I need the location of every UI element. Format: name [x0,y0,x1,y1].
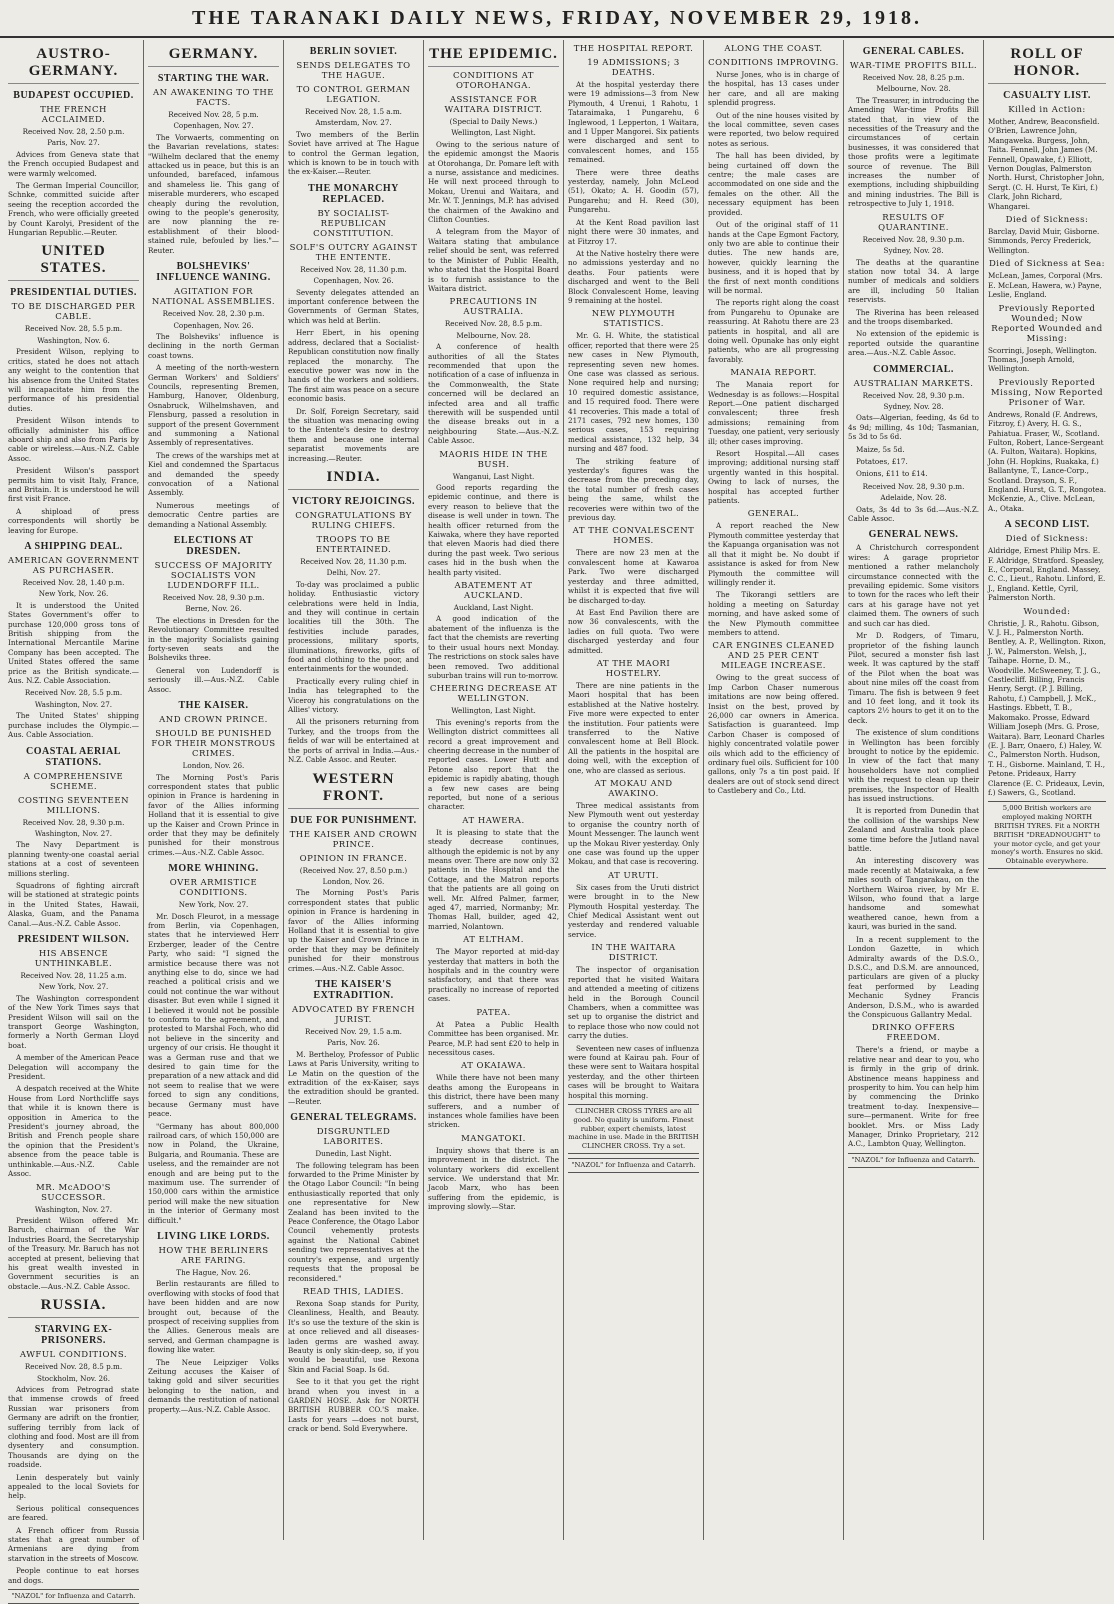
received-line: Received Nov. 28, 5 p.m. [168,110,259,119]
subhead: A SECOND LIST. [1004,519,1090,531]
subhead: TO BE DISCHARGED PER CABLE. [11,302,136,323]
subhead: ALONG THE COAST. [724,44,823,54]
paragraph: Dr. Solf, Foreign Secretary, said the situation was menacing owing to the Entente's desire to destroy them and because one internal separatist movements are increasing.—Reuter. [288,406,419,463]
subhead: AMERICAN GOVERNMENT AS PURCHASER. [8,556,139,576]
paragraph: President Wilson's passport permits him to visit Italy, France, and Britain. It is understood he will first visit France. [8,466,139,504]
subhead: CHEERING DECREASE AT WELLINGTON. [429,684,558,705]
paragraph: Resort Hospital.—All cases improving; additional nursing staff urgently wanted in this hospital. Owing to lack of nurses, the hospital has accepted further patients. [708,449,839,506]
received-line: Received Nov. 28, 5.5 p.m. [24,688,123,698]
headline-austro-germany: AUSTRO-GERMANY. [8,46,139,84]
received-line: Received Nov. 28, 11.30 p.m. [300,556,407,566]
subhead: ABATEMENT AT AUCKLAND. [454,581,533,602]
dateline: Melbourne, Nov. 28. [876,84,951,94]
columns [4,40,1110,1601]
subhead: GENERAL. [747,509,800,520]
paragraph: Six cases from the Uruti district were brought in to the New Plymouth Hospital yesterday. The Chief Medical Assistant went out yesterday and rendered valuable service. [568,882,699,939]
special-line: (Special to Daily News.) [449,117,538,126]
subhead: THE FRENCH ACCLAIMED. [40,105,107,125]
name-list: Barclay, David Muir, Gisborne. Simmonds, Percy Frederick, Wellington. [988,227,1100,255]
paragraph: A good indication of the abatement of the influenza is the fact that the chemists are reverting to their usual hours next Monday. The restrictions on stock sales have been removed. Two additional suburban trains will run to-morrow. [428,614,559,680]
subhead: SUCCESS OF MAJORITY SOCIALISTS VON LUDENDORFF ILL. [154,561,273,592]
paragraph: The reports right along the coast from Pungarehu to Opunake are reassuring. At Rahotu there are 23 patients in hospital, and all are doing well. Opunake has only eight patients, who are all progressing favorably. [708,298,839,364]
received-line: Received Nov. 28, 9.30 p.m. [862,390,965,400]
subhead: AGITATION FOR NATIONAL ASSEMBLIES. [151,287,276,308]
subhead: THE KAISER'S EXTRADITION. [313,978,394,1001]
subhead: MANGATOKI. [461,1133,526,1144]
paragraph: The Treasurer, in introducing the Amending War-time Profits Bill stated that, in view of the necessities of the Treasury and the circumstances of certain businesses, it was considered that those profits were a legitimate source of revenue. The Bill increases the number of exemptions, including shipbuilding and mining industries. The Bill is retrospective to July 1, 1918. [848,95,979,209]
dateline: Sydney, Nov. 28. [883,401,944,411]
dateline: Copenhagen, Nov. 27. [173,121,254,131]
subhead: Previously Reported Wounded; Now Reported Wounded and Missing: [991,303,1103,344]
received-line: (Received Nov. 27, 8.50 p.m.) [299,865,408,875]
subhead: COASTAL AERIAL STATIONS. [26,745,121,768]
column-4 [424,40,564,1540]
paragraph: The Neue Leipziger Volks Zeitung accuses the Kaiser of taking gold and silver securities belonging to the nation, and demands the restitution of national property.—Aus.-N.Z. Cable Assoc. [148,1357,279,1414]
received-line: Received Nov. 28, 1.5 a.m. [305,107,402,116]
paragraph: A French officer from Russia states that a great number of Armenians are dying from starvation in the streets of Moscow. [8,1525,139,1563]
dateline: Dunedin, Last Night. [315,1149,392,1159]
paragraph: Oats—Algerian, feeding, 4s 6d to 4s 9d; milling, 4s 10d; Tasmanian, 5s 3d to 5s 6d. [848,413,979,442]
paragraph: Owing to the great success of Imp Carbon Chaser numerous imitations are now being offered. Insist on the best, proved by 26,000 car owners in America. Satisfaction is guaranteed. Imp Carbon Chaser is composed of highly concentrated volatile power oils which add to the efficiency of ordinary fuel oils. Sufficient for 100 gallons, only 7s a tin post paid. If dealers are out of stock send direct to Castlebery and Co., Ltd. [708,673,839,796]
received-line: Received Nov. 28, 9.30 p.m. [862,481,965,491]
paragraph: The striking feature of yesterday's figures was the decrease from the preceding day, the total number of fresh cases being the same, whilst the recoveries were within two of the previous day. [568,456,699,523]
headline-india: INDIA. [288,469,419,490]
paragraph: Mr. Dosch Fleurot, in a message from Berlin, via Copenhagen, states that he interviewed Herr Erzberger, leader of the Centre Party, who said: "I signed the armistice because there was not anything else to do, since we had reached a political crisis and we could not continue the war without disaster. But even while I signed it I believed it would not be possible to conform to the agreement, and protested to Marshal Foch, who did not believe in the sincerity and urgency of our crisis. He thought it was a German ruse and that we desired to gain time for the preparation of a new attack and did not seem to realise that we were forced to sign any conditions, because Germany must have peace. [148,911,279,1119]
dateline: Washington, Nov. 27. [34,1204,113,1214]
paragraph: Onions, £11 to £14. [856,469,928,479]
subhead: CONDITIONS IMPROVING. [708,58,839,68]
subhead: MORE WHINING. [168,863,259,875]
subhead: SOLF'S OUTCRY AGAINST THE ENTENTE. [289,242,418,263]
paragraph: While there have not been many deaths among the Europeans in this district, there have been many sufferers, and a number of instances whole families have been stricken. [428,1073,559,1130]
paragraph: Two members of the Berlin Soviet have arrived at The Hague to control the German legation, which is known to be in touch with the ex-Kaiser.—Reuter. [288,129,419,177]
paragraph: Oats, 3s 4d to 3s 6d.—Aus.-N.Z. Cable Assoc. [848,504,979,524]
subhead: ELECTIONS AT DRESDEN. [173,535,254,558]
subhead: CONDITIONS AT OTOROHANGA. [453,71,534,91]
paragraph: Maize, 5s 5d. [856,444,905,454]
masthead [0,0,1114,38]
dateline: London, Nov. 26. [182,761,245,771]
subhead: STARTING THE WAR. [157,73,270,84]
paragraph: Good reports regarding the epidemic continue, and there is every reason to believe that the disease is well under in town. The health officer returned from the Kaiwaka, where they have reported that eleven Maoris had died there during the past week. Two serious cases hid in the bush when the health party visited. [428,483,559,577]
paragraph: At the Kent Road pavilion last night there were 30 inmates, and at Fitzroy 17. [568,217,699,246]
dateline: Paris, Nov. 27. [47,138,100,148]
paragraph: Herr Ebert, in his opening address, declared that a Socialist-Republican constitution now finally replaced the monarchy. The executive power was now in the hands of the workers and soldiers. The first aim was peace on a secure economic basis. [288,328,419,404]
paragraph: No extension of the epidemic is reported outside the quarantine area.—Aus.-N.Z. Cable Assoc. [848,329,979,358]
subhead: THE HOSPITAL REPORT. [573,44,694,54]
paragraph: The Bolsheviks' influence is declining in the north German coast towns. [148,331,279,360]
paragraph: It is reported from Dunedin that the collision of the warships New Zealand and Australia took place some time before the Jutland naval battle. [848,806,979,854]
paragraph: Owing to the serious nature of the epidemic amongst the Maoris at Otorohanga, Dr. Pomare left with a nurse, assistance and medicines. He will next proceed through to Mokau, Urenui and Waitara, and Mr. W. T. Jennings, M.P. has advised the chairmen of the Awakino and Clifton Counties. [428,139,559,225]
dateline: Auckland, Last Night. [453,603,534,613]
paragraph: It is pleasing to state that the steady decrease continues, although the epidemic is not by any means over. There are now only 32 patients in the Hospital and the Cottage, and the Matron reports that the patients are all going on well. Mr. Alfred Palmer, farmer, aged 47, married, Normanby; Mr. Thomas Hall, builder, aged 42, married, Nolantown. [428,827,559,931]
paragraph: The Mayor reported at mid-day yesterday that matters in both the hospitals and in the country were satisfactory, and that there was practically no increase of reported cases. [428,947,559,1004]
paragraph: The Morning Post's Paris correspondent states that public opinion in France is hardening in favor of the Allies informing Holland that it is essential to give up the Kaiser and Crown Prince in order that they may be definitely punished for their monstrous crimes.—Aus.-N.Z. Cable Assoc. [148,772,279,857]
subhead: AN AWAKENING TO THE FACTS. [153,88,274,108]
paragraph: The United States' shipping purchase includes the Olympic.—Aus. Cable Association. [8,711,139,740]
subhead: THE KAISER. [178,700,249,712]
subhead: OPINION IN FRANCE. [299,853,408,864]
column-2 [144,40,284,1540]
paragraph: Inquiry shows that there is an improvement in the district. The voluntary workers did excellent service. We understand that Mr. Jacob Marx, who has been suffering from the epidemic, is improving slowly.—Star. [428,1145,559,1212]
paragraph: The crews of the warships met at Kiel and condemned the Spartacus and demanded the speedy convocation of a National Assembly. [148,450,279,498]
subhead: BERLIN SOVIET. [309,46,398,57]
masthead-title: THE TARANAKI DAILY NEWS, FRIDAY, NOVEMBER 29, 1918. [192,7,922,29]
paragraph: Advices from Geneva state that the French occupied Budapest and were warmly welcomed. [8,149,139,178]
paragraph: See to it that you get the right brand when you invest in a GARDEN HOSE. Ask for NORTH BRITISH RUBBER CO.'S make. Lasts for years —does not burst, crack or bend. Sold Everywhere. [288,1377,419,1434]
subhead: AT THE MAORI HOSTELRY. [596,658,671,679]
column-6 [704,40,844,1540]
dateline: Delhi, Nov. 27. [326,568,381,578]
paragraph: The following telegram has been forwarded to the Prime Minister by the Otago Labor Council: "In being enthusiastically reported that only one representative for New Zealand has been invited to the Peace Conference, the Otago Labor Council vehemently protests against the National Cabinet sending two representatives at the country's expense, and urgently requests that the proposal be reconsidered." [288,1160,419,1283]
received-line: Received Nov. 28, 2.50 p.m. [22,127,125,136]
dateline: Sydney, Nov. 28. [883,246,944,256]
subhead: MAORIS HIDE IN THE BUSH. [439,449,548,470]
subhead: AWFUL CONDITIONS. [19,1350,128,1361]
paragraph: People continue to eat horses and dogs. [8,1566,139,1585]
subhead: COMMERCIAL. [873,363,954,375]
subhead: NEW PLYMOUTH STATISTICS. [591,309,676,330]
subhead: MR. McADOO'S SUCCESSOR. [35,1182,112,1203]
advertisement: "NAZOL" for Influenza and Catarrh. [8,1589,139,1604]
subhead: COSTING SEVENTEEN MILLIONS. [17,795,130,816]
name-list: Christie, J. R., Rahotu. Gibson, V. J. H., Palmerston North. Bentley, A. P., Wellington. Rixon, J. W., Palmerston. Welsh, J., Taihape. Horne, D. M., Woodville. McSweeney, T. J. G., Castlecliff. Billing, Francis Henry, Sergt. (P. J. Billing, Rahotu, f.) Campbell, J. McK., Hastings. Ebbett, T. B., Makomako. Prosse, Edward William Joseph (Mrs. G. Prose, Waitara). Barr, Leonard Charles (E. J. Barr, Onaero, f.) Haley, W. C., Palmerston North. Hudson, T. H., Gisborne. Mainland, T. H., Petone. Prideaux, Harry Clarence (E. C. Prideaux, Levin, f.) Sawers, G., Scotland. [988,618,1106,797]
paragraph: Practically every ruling chief in India has telegraphed to the Viceroy his congratulations on the Allies' victory. [288,676,419,715]
dateline: New York, Nov. 27. [38,982,109,992]
subhead: OVER ARMISTICE CONDITIONS. [169,878,258,899]
paragraph: A meeting of the north-western German Workers' and Soldiers' Councils, representing Bremen, Hamburg, Hanover, Oldenburg, Osnabruck, Wilhelmshaven, and Flensburg, passed a resolution in support of the present Government and summoning a National Assembly of representatives. [148,363,279,448]
paragraph: A report reached the New Plymouth committee yesterday that the Kapuanga organisation was not all that it might be. No doubt if assistance is asked for from New Plymouth the committee will willingly render it. [708,521,839,587]
subhead: GENERAL TELEGRAMS. [290,1112,417,1124]
paragraph: The hall has been divided, by being curtained off down the centre; the male cases are accommodated on one side and the females on the other. All the necessary equipment has been provided. [708,151,839,217]
paragraph: "Germany has about 800,000 railroad cars, of which 150,000 are now in Poland, the Ukraine, Bulgaria, and Roumania. These are useless, and the remainder are not enough and are being put to the maximum use. The surrender of 150,000 cars within the armistice period will make the new situation in the interior of Germany most difficult." [148,1121,279,1225]
headline-the-epidemic: THE EPIDEMIC. [428,46,559,67]
advertisement: "NAZOL" for Influenza and Catarrh. [848,1153,979,1168]
subhead: IN THE WAITARA DISTRICT. [591,943,676,964]
paragraph: Advices from Petrograd state that immense crowds of freed Russian war prisoners from Germany are adrift on the frontier, suffering terribly from lack of clothing and food. Most are ill from dysentery and consumption. Thousands are dying on the roadside. [8,1384,139,1470]
paragraph: The German Imperial Councillor, Schnke, committed suicide after seeing the reception accorded the French, who were officially greeted by Count Karolyi, President of the Hungarian Republic.—Reuter. [8,181,139,238]
column-1 [4,40,144,1601]
paragraph: Squadrons of fighting aircraft will be stationed at strategic points in the United States, Hawaii, Alaska, Guam, and the Panama Canal.—Aus.-N.Z. Cable Assoc. [8,880,139,928]
paragraph: General von Ludendorff is seriously ill.—Aus.-N.Z. Cable Assoc. [148,665,279,694]
paragraph: Mr. G. H. White, the statistical officer, reported that there were 25 new cases in New Plymouth, representing seven new homes. One case was classed as serious. None required help and nursing; 10 required domestic assistance, and 15 required food. There were 41 recoveries. This made a total of 2171 cases, 792 new homes, 130 serious cases, 153 requiring medical assistance, 132 help, 34 nursing and 487 food. [568,331,699,454]
paragraph: Mr D. Rodgers, of Timaru, proprietor of the fishing launch Pilot, secured a monster fish last week. It was captured by the staff of the Pilot when the boat was about nine miles off the coast from Timaru. The fish is between 9 feet and 10 feet long, and it took its captors 2½ hours to get it on to the deck. [848,631,979,725]
paragraph: President Wilson, replying to critics, stated he does not attach any weight to the contention that his absence from the United States will incapacitate him from the performance of his presidential duties. [8,347,139,413]
dateline: London, Nov. 26. [322,876,385,886]
subhead: STARVING EX-PRISONERS. [34,1324,113,1347]
advertisement: "NAZOL" for Influenza and Catarrh. [568,1158,699,1173]
paragraph: The deaths at the quarantine station now total 34. A large number of medicals and soldiers are ill, including 50 Italian reservists. [848,257,979,305]
subhead: Killed in Action: [1008,105,1086,115]
received-line: Received Nov. 28, 9.30 p.m. [22,817,125,827]
paragraph: In a recent supplement to the London Gazette, in which Admiralty awards of the D.S.O., D.S.C., and D.S.M. are announced, particulars are given of a plucky feat performed by Leading Mechanic Sydney Francis Anderson, D.S.M., who is awarded the Conspicuous Gallantry Medal. [848,934,979,1019]
subhead: AT MOKAU AND AWAKINO. [594,779,673,799]
column-7 [844,40,984,1540]
subhead: THE KAISER AND CROWN PRINCE. [289,829,418,850]
paragraph: It is understood the United States Government's offer to purchase 120,000 gross tons of British shipping from the International Mercantile Marine Company has been accepted. The United States offered the same price as the British syndicate.—Aus. N.Z. Cable Association. [8,600,139,686]
dateline: Copenhagen, Nov. 26. [313,276,394,286]
paragraph: Out of the nine houses visited by the local committee, seven cases were reported, two below required notes as serious. [708,110,839,148]
dateline: Washington, Nov. 27. [34,828,113,838]
dateline: Melbourne, Nov. 28. [456,330,531,340]
name-list: Scorringi, Joseph, Wellington. Thomas, Joseph Arnold, Wellington. [988,345,1097,374]
subhead: 19 ADMISSIONS; 3 DEATHS. [587,58,680,78]
dateline: Paris, Nov. 26. [327,1038,380,1048]
received-line: Received Nov. 28, 8.5 p.m. [444,319,543,329]
subhead: BY SOCIALIST-REPUBLICAN CONSTITUTION. [313,208,394,239]
subhead: HIS ABSENCE UNTHINKABLE. [34,948,113,969]
dateline: Adelaide, Nov. 28. [880,493,947,503]
subhead: ADVOCATED BY FRENCH JURIST. [291,1004,416,1025]
paragraph: Rexona Soap stands for Purity, Cleanliness, Health, and Beauty. It's so use the texture of the skin is at once relieved and all diseases-laden germs are washed away. Beauty is only skin-deep, so, if you would be beautiful, use Rexona Skin and Facial Soap. Is 6d. [288,1298,419,1374]
dateline: Berne, Nov. 26. [185,604,242,614]
subhead: BOLSHEVIKS' INFLUENCE WANING. [156,261,271,284]
subhead: TROOPS TO BE ENTERTAINED. [315,534,392,555]
paragraph: A conference of health authorities of all the States recommended that upon the notification of a case of influenza in the Commonwealth, the State concerned will be declared an infected area and all traffic therewith will be suspended until the disease breaks out in a neighbouring State.—Aus.-N.Z. Cable Assoc. [428,342,559,446]
subhead: HOW THE BERLINERS ARE FARING. [158,1245,269,1266]
dateline: Wellington, Last Night. [451,706,536,716]
subhead: AT URUTI. [607,870,659,881]
paragraph: The elections in Dresden for the Revolutionary Committee resulted in the majority Socialists gaining forty-seven seats and the Bolsheviks three. [148,615,279,663]
paragraph: The Washington correspondent of the New York Times says that President Wilson will sail on the transport George Washington, formerly a North German Lloyd boat. [8,993,139,1050]
paragraph: There's a friend, or maybe a relative near and dear to you, who is firmly in the grip of drink. Abstinence means happiness and prosperity to him. You can help him by commencing the Drinko treatment to-day. Inexpensive—sure—permanent. Write for free booklet. Mrs. or Miss Lady Manager, Drinko Proprietary, 212 A.C., Lambton Quay, Wellington. [848,1045,979,1149]
dateline: New York, Nov. 27. [178,900,249,910]
subhead: WAR-TIME PROFITS BILL. [849,61,978,71]
paragraph: Nurse Jones, who is in charge of the hospital, has 13 cases under her care, and all are making splendid progress. [708,70,839,108]
paragraph: There were three deaths yesterday, namely, John McLeod (51), Okato; A. H. Goodin (57), Pungarehu; and H. Reed (30), Pungarehu. [568,167,699,215]
paragraph: The Manaia report for Wednesday is as follows:—Hospital Report.—One patient discharged convalescent; three fresh admissions; remaining from Tuesday, one patient, very seriously ill; other cases improving. [708,380,839,446]
paragraph: At the hospital yesterday there were 19 admissions—3 from New Plymouth, 4 Urenui, 1 Rahotu, 1 Tataraimaka, 1 Pungarehu, 6 Inglewood, 1 Lepperton, 1 Waitara, and 1 Upper Mangorei. Six patients were discharged and sent to convalescent homes, and 155 remained. [568,80,699,165]
paragraph: The Vorwaerts, commenting on the Bavarian revelations, states: "Wilhelm declared that the enemy attacked us in peace, but this is an unfounded, barefaced, infamous and shameless lie. This gang of miserable murderers, who escaped cheaply during the revolution, owing to the people's generosity, are now planning the re-establishment of their blood-stained rule, befouled by lies."—Reuter. [148,132,279,255]
headline-western-front: WESTERN FRONT. [288,771,419,809]
dateline: The Hague, Nov. 26. [176,1267,251,1277]
subhead: CONGRATULATIONS BY RULING CHIEFS. [295,510,412,531]
paragraph: A telegram from the Mayor of Waitara stating that ambulance relief should be sent, was referred to the Minister of Public Health, who stated that the Hospital Board is to furnish assistance to the Waitara district. [428,227,559,293]
dateline: Wanganui, Last Night. [452,471,535,481]
headline-russia: RUSSIA. [8,1297,139,1318]
subhead: PRESIDENTIAL DUTIES. [10,287,137,299]
paragraph: M. Bertheloy, Professor of Public Laws at Paris University, writing to Le Matin on the question of the extradition of the ex-Kaiser, says the extradition should be granted.—Reuter. [288,1049,419,1106]
paragraph: Out of the original staff of 11 hands at the Cape Egmont Factory, only two are able to continue their duties. The new hands are, however, quickly learning the business, and it is hoped that by the first of next month conditions will be normal. [708,220,839,295]
subhead: Died of Sickness: [1005,534,1089,545]
subhead: AT OKAIAWA. [461,1061,526,1072]
subhead: VICTORY REJOICINGS. [291,495,416,507]
paragraph: Berlin restaurants are filled to overflowing with stocks of food that have been hidden and are now brought out, because of the prospect of receiving supplies from the Allies. Generous meals are served, and German champagne is flowing like water. [148,1279,279,1355]
dateline: New York, Nov. 26. [38,589,109,599]
headline-roll-of-honor: ROLL OF HONOR. [988,46,1106,84]
subhead: DISGRUNTLED LABORITES. [316,1127,391,1148]
subhead: CAR ENGINES CLEANED AND 25 PER CENT MILEAGE INCREASE. [712,641,835,672]
received-line: Received Nov. 28, 8.25 p.m. [862,73,965,82]
subhead: MANAIA REPORT. [730,368,817,379]
advertisement: 5,000 British workers are employed making NORTH BRITISH TYRES. Fit a NORTH BRITISH "DREADNOUGHT" to your motor cycle, and get your money's worth. Ensures no skid. Obtainable everywhere. [988,801,1106,869]
name-list: Aldridge, Ernest Philip Mrs. E. F. Aldridge, Stratford. Speasley, E., Corporal, England. Massey, C. C., Lieut., Rahotu. Linford, E. J., England. Kettle, Cyril, Palmerston North. [988,546,1106,603]
paragraph: All the prisoners returning from Turkey, and the troops from the fields of war will be entertained at the ports of arrival in India.—Aus.-N.Z. Cable Assoc. and Reuter. [288,717,419,765]
paragraph: A Christchurch correspondent wires: A garage proprietor mentioned a rather melancholy circumstance connected with the prevailing epidemic. Some visitors to town for the races who left their cars at his garage have not yet claimed them. The owners of such and such car has died. [848,543,979,628]
subhead: Previously Reported Missing, Now Reported Prisoner of War. [990,377,1104,408]
subhead: CASUALTY LIST. [1003,90,1091,101]
paragraph: There are nine patients in the Maori hospital that has been established at the Native hostelry. Five more were expected to enter the institution. Four patients were transferred to the Native convalescent home at Bell Block. All the patients in the hospital are doing well, with the exception of one, who are classed as serious. [568,680,699,775]
paragraph: President Wilson offered Mr. Baruch, chairman of the War Industries Board, the Secretaryship of the Treasury. Mr. Baruch has not accepted at present, believing that his great wealth invested in Government securities is an obstacle.—Aus.-N.Z. Cable Assoc. [8,1215,139,1291]
paragraph: A member of the American Peace Delegation will accompany the President. [8,1053,139,1082]
name-list: Mother, Andrew, Beaconsfield. O'Brien, Lawrence John, Mangaweka. Burgess, John, Taita. Fennell, John James (M. Fennell, Opawake, f.) Elliott, Vernon Douglas, Palmerston North. Hurst, Christopher John, Sergt. (C. H. Hurst, Te Kiri, f.) Clark, John Richard, Whangarei. [988,117,1105,211]
paragraph: Seventeen new cases of influenza were found at Kairau pah. Four of these were sent to Waitara hospital yesterday, and the other thirteen cases will be brought to Waitara hospital this morning. [568,1043,699,1100]
paragraph: To-day was proclaimed a public holiday. Enthusiastic victory celebrations were held in India, and they will continue in certain localities till the 30th. The festivities include parades, processions, military sports, illuminations, fireworks, gifts of food and clothing to the poor, and entertainments for the wounded. [288,579,419,674]
subhead: Died of Sickness: [1005,215,1089,226]
paragraph: At Patea a Public Health Committee has been organised. Mr. Pearce, M.P. had sent £20 to help in necessitous cases. [428,1019,559,1057]
dateline: Copenhagen, Nov. 26. [173,320,254,330]
headline-united-states: UNITED STATES. [8,243,139,281]
paragraph: At the Native hostelry there were no admissions yesterday and no deaths. Four patients were discharged and went to the Bell Block Convalescent Home, leaving 9 remaining at the hostel. [568,248,699,305]
paragraph: Lenin desperately but vainly appealed to the local Soviets for help. [8,1472,139,1501]
headline-germany: GERMANY. [148,46,279,67]
subhead: BUDAPEST OCCUPIED. [13,90,134,101]
subhead: SHOULD BE PUNISHED FOR THEIR MONSTROUS CRIMES. [151,729,276,760]
received-line: Received Nov. 28, 8.5 p.m. [24,1362,123,1372]
subhead: AT THE CONVALESCENT HOMES. [572,526,695,547]
subhead: DUE FOR PUNISHMENT. [290,814,417,826]
paragraph: There are now 23 men at the convalescent home at Kawaroa Park. Two were discharged yesterday and three admitted, whilst it is expected that five will be discharged to-day. [568,548,699,605]
subhead: GENERAL NEWS. [868,529,959,541]
dateline: Washington, Nov. 27. [34,699,113,709]
paragraph: At East End Pavilion there are now 36 convalescents, with the ladies on full quota. Two were discharged yesterday and four admitted. [568,607,699,655]
dateline: Wellington, Last Night. [451,128,536,138]
paragraph: Potatoes, £17. [856,457,908,466]
paragraph: Three medical assistants from New Plymouth went out yesterday to organise the country north of Mount Messenger. The launch went up the Mokau River yesterday. Only one case was found up the upper Mokau, and that case is recovering. [568,801,699,867]
subhead: AT ELTHAM. [463,935,524,946]
received-line: Received Nov. 29, 1.5 a.m. [305,1026,402,1036]
subhead: A COMPREHENSIVE SCHEME. [23,771,124,792]
paragraph: This evening's reports from the Wellington district committees all record a great improvement and cheering decrease in the number of reported cases. Lower Hutt and Petone also report that the epidemic is rapidly abating, though a few new cases are being reported, but none of a serious character. [428,717,559,812]
paragraph: A shipload of press correspondents will shortly be leaving for Europe. [8,506,139,535]
paragraph: The Morning Post's Paris correspondent states that public opinion in France is hardening in favor of the Allies informing Holland that it is essential to give up the Kaiser and Crown Prince in order that they may be definitely punished for their monstrous crimes.—Aus.-N.Z. Cable Assoc. [288,888,419,973]
subhead: LIVING LIKE LORDS. [157,1230,270,1242]
paragraph: Numerous meetings of democratic Centre parties are demanding a National Assembly. [148,500,279,529]
received-line: Received Nov. 28, 11.30 p.m. [300,264,407,274]
received-line: Received Nov. 28, 9.30 p.m. [162,593,265,603]
subhead: SENDS DELEGATES TO THE HAGUE. [296,61,411,81]
subhead: PRECAUTIONS IN AUSTRALIA. [449,297,538,318]
paragraph: An interesting discovery was made recently at Mataiwaka, a few miles south of Tangarakau, on the Northern Wairoa river, by Mr E. Wilson, who found that a large handsome and somewhat weathered canoe, hewn from a kauri, was buried in the sand. [848,856,979,932]
paragraph: President Wilson intends to officially administer his office aboard ship and also from Paris by cable or wireless.—Aus.-N.Z. Cable Assoc. [8,416,139,463]
subhead: AUSTRALIAN MARKETS. [853,378,974,389]
subhead: PRESIDENT WILSON. [17,933,130,945]
advertisement: CLINCHER CROSS TYRES are all good. No quality is uniform. Finest rubber, expert chemists, latest machine in use. Made in the BRITISH CLINCHER CROSS. Try a set. [568,1104,699,1154]
subhead: DRINKO OFFERS FREEDOM. [871,1023,956,1044]
dateline: Washington, Nov. 6. [37,335,110,345]
dateline: Amsterdam, Nov. 27. [315,118,392,128]
paragraph: The inspector of organisation reported that he visited Waitara and attended a meeting of citizens held in the Borough Council Chambers, when a committee was set up to organise the district and to replace those who now could not carry the duties. [568,965,699,1041]
subhead: ASSISTANCE FOR WAITARA DISTRICT. [444,95,543,115]
paragraph: The Riverina has been released and the troops disembarked. [848,307,979,326]
paragraph: The Navy Department is planning twenty-one coastal aerial stations at a cost of seventeen millions sterling. [8,840,139,878]
received-line: Received Nov. 28, 9.30 p.m. [862,234,965,244]
paragraph: Serious political consequences are feared. [8,1503,139,1523]
received-line: Received Nov. 28, 11.25 a.m. [20,970,127,980]
subhead: PATEA. [476,1007,511,1018]
subhead: Wounded: [1023,606,1071,617]
subhead: THE MONARCHY REPLACED. [308,182,399,205]
subhead: RESULTS OF QUARANTINE. [878,212,949,233]
subhead: Died of Sickness at Sea: [988,259,1106,270]
paragraph: Seventy delegates attended an important conference between the Governments of German States, which was held at Berlin. [288,287,419,325]
paragraph: A despatch received at the White House from Lord Northcliffe says that while it is known there is opposition in America to the President's journey abroad, the British and French people share the opinion that the President's absence from the peace table is unthinkable.—Aus.-N.Z. Cable Assoc. [8,1084,139,1179]
dateline: Stockholm, Nov. 26. [37,1373,110,1383]
subhead: AND CROWN PRINCE. [159,715,268,726]
subhead: READ THIS, LADIES. [302,1286,404,1297]
paragraph: The existence of slum conditions in Wellington has been forcibly brought to notice by the epidemic. In view of the fact that many householders have not complied with the request to clean up their premises, the Inspector of Health has issued instructions. [848,728,979,803]
name-list: McLean, James, Corporal (Mrs. E. McLean, Hawera, w.) Payne, Leslie, England. [988,271,1103,300]
subhead: AT HAWERA. [462,815,525,826]
received-line: Received Nov. 28, 1.40 p.m. [22,578,125,587]
column-5 [564,40,704,1540]
paragraph: The Tikorangi settlers are holding a meeting on Saturday morning, and have asked some of the New Plymouth committee members to attend. [708,590,839,637]
received-line: Received Nov. 28, 5.5 p.m. [24,324,123,334]
subhead: TO CONTROL GERMAN LEGATION. [296,85,411,105]
name-list: Andrews, Ronald (F. Andrews, Fitzroy, f.) Avery, H. G. S., Pahiatua. Fraser, W., Scotland. Fulton, Robert, Lance-Sergeant (A. Fulton, Waitara). Hopkins, John (H. Hopkins, Ruakaka, f.) Ballantyne, T., Lance-Corp., Scotland. Drayson, S. F., England. Hurst, G. T., Rongotea. McKenzie, A., Clive. McLean, A., Otaka. [988,409,1106,513]
column-8 [984,40,1110,1540]
column-3 [284,40,424,1540]
subhead: A SHIPPING DEAL. [24,541,123,552]
received-line: Received Nov. 28, 2.30 p.m. [162,309,265,319]
subhead: GENERAL CABLES. [862,46,965,57]
